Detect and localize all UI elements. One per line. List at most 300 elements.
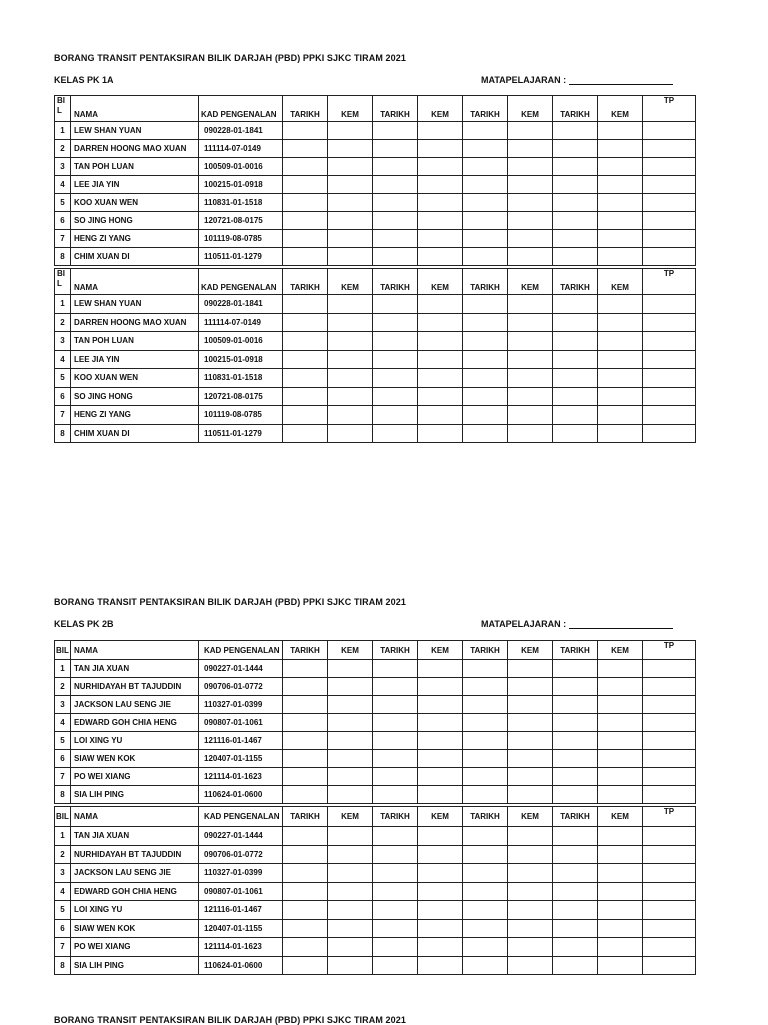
tarikh-cell[interactable] — [283, 732, 328, 750]
tarikh-cell[interactable] — [373, 696, 418, 714]
kem-cell[interactable] — [418, 864, 463, 883]
kem-cell[interactable] — [508, 696, 553, 714]
tp-cell[interactable] — [643, 956, 696, 975]
tarikh-cell[interactable] — [553, 919, 598, 938]
kem-cell[interactable] — [598, 176, 643, 194]
kem-cell[interactable] — [508, 750, 553, 768]
tarikh-cell[interactable] — [463, 230, 508, 248]
kem-cell[interactable] — [508, 660, 553, 678]
kem-cell[interactable] — [598, 369, 643, 388]
kem-cell[interactable] — [418, 714, 463, 732]
tarikh-cell[interactable] — [553, 864, 598, 883]
kem-cell[interactable] — [328, 176, 373, 194]
kem-cell[interactable] — [508, 956, 553, 975]
kem-cell[interactable] — [328, 295, 373, 314]
tarikh-cell[interactable] — [463, 956, 508, 975]
tarikh-cell[interactable] — [553, 901, 598, 920]
kem-cell[interactable] — [328, 882, 373, 901]
kem-cell[interactable] — [598, 332, 643, 351]
tarikh-cell[interactable] — [463, 158, 508, 176]
kem-cell[interactable] — [508, 768, 553, 786]
kem-cell[interactable] — [598, 424, 643, 443]
tarikh-cell[interactable] — [373, 387, 418, 406]
kem-cell[interactable] — [508, 350, 553, 369]
kem-cell[interactable] — [328, 938, 373, 957]
kem-cell[interactable] — [598, 696, 643, 714]
tarikh-cell[interactable] — [553, 678, 598, 696]
kem-cell[interactable] — [598, 248, 643, 266]
tp-cell[interactable] — [643, 919, 696, 938]
kem-cell[interactable] — [598, 864, 643, 883]
kem-cell[interactable] — [508, 938, 553, 957]
tarikh-cell[interactable] — [283, 901, 328, 920]
tp-cell[interactable] — [643, 194, 696, 212]
kem-cell[interactable] — [418, 295, 463, 314]
tarikh-cell[interactable] — [553, 660, 598, 678]
tarikh-cell[interactable] — [553, 387, 598, 406]
kem-cell[interactable] — [508, 158, 553, 176]
tarikh-cell[interactable] — [463, 295, 508, 314]
kem-cell[interactable] — [328, 158, 373, 176]
tarikh-cell[interactable] — [463, 786, 508, 804]
kem-cell[interactable] — [508, 827, 553, 846]
tarikh-cell[interactable] — [553, 845, 598, 864]
tarikh-cell[interactable] — [373, 732, 418, 750]
kem-cell[interactable] — [418, 140, 463, 158]
tarikh-cell[interactable] — [373, 845, 418, 864]
tarikh-cell[interactable] — [463, 845, 508, 864]
tarikh-cell[interactable] — [283, 882, 328, 901]
tp-cell[interactable] — [643, 750, 696, 768]
tp-cell[interactable] — [643, 387, 696, 406]
kem-cell[interactable] — [508, 864, 553, 883]
kem-cell[interactable] — [598, 230, 643, 248]
tarikh-cell[interactable] — [373, 140, 418, 158]
kem-cell[interactable] — [328, 248, 373, 266]
tarikh-cell[interactable] — [373, 882, 418, 901]
tarikh-cell[interactable] — [283, 714, 328, 732]
tarikh-cell[interactable] — [553, 732, 598, 750]
tp-cell[interactable] — [643, 901, 696, 920]
tarikh-cell[interactable] — [463, 732, 508, 750]
tarikh-cell[interactable] — [373, 919, 418, 938]
tp-cell[interactable] — [643, 369, 696, 388]
kem-cell[interactable] — [508, 901, 553, 920]
tp-cell[interactable] — [643, 350, 696, 369]
tp-cell[interactable] — [643, 176, 696, 194]
tarikh-cell[interactable] — [553, 350, 598, 369]
tarikh-cell[interactable] — [283, 827, 328, 846]
kem-cell[interactable] — [598, 194, 643, 212]
kem-cell[interactable] — [328, 194, 373, 212]
tarikh-cell[interactable] — [553, 313, 598, 332]
tp-cell[interactable] — [643, 732, 696, 750]
tarikh-cell[interactable] — [553, 938, 598, 957]
tp-cell[interactable] — [643, 696, 696, 714]
kem-cell[interactable] — [508, 387, 553, 406]
kem-cell[interactable] — [598, 845, 643, 864]
kem-cell[interactable] — [328, 864, 373, 883]
kem-cell[interactable] — [598, 732, 643, 750]
tarikh-cell[interactable] — [373, 176, 418, 194]
tarikh-cell[interactable] — [553, 827, 598, 846]
tarikh-cell[interactable] — [463, 714, 508, 732]
kem-cell[interactable] — [328, 786, 373, 804]
tarikh-cell[interactable] — [373, 194, 418, 212]
kem-cell[interactable] — [418, 732, 463, 750]
kem-cell[interactable] — [598, 768, 643, 786]
tarikh-cell[interactable] — [463, 212, 508, 230]
tarikh-cell[interactable] — [553, 714, 598, 732]
tp-cell[interactable] — [643, 786, 696, 804]
kem-cell[interactable] — [328, 845, 373, 864]
kem-cell[interactable] — [328, 956, 373, 975]
kem-cell[interactable] — [418, 387, 463, 406]
kem-cell[interactable] — [598, 882, 643, 901]
kem-cell[interactable] — [418, 956, 463, 975]
tarikh-cell[interactable] — [463, 424, 508, 443]
tarikh-cell[interactable] — [373, 122, 418, 140]
kem-cell[interactable] — [418, 230, 463, 248]
student-ic-number: 121116-01-1467 — [199, 901, 283, 920]
kem-cell[interactable] — [328, 313, 373, 332]
kem-cell[interactable] — [328, 678, 373, 696]
kem-cell[interactable] — [508, 194, 553, 212]
kem-cell[interactable] — [328, 387, 373, 406]
assessment-table — [54, 95, 696, 266]
tarikh-cell[interactable] — [283, 194, 328, 212]
kem-cell[interactable] — [328, 732, 373, 750]
kem-cell[interactable] — [508, 313, 553, 332]
kem-cell[interactable] — [328, 714, 373, 732]
tarikh-cell[interactable] — [463, 140, 508, 158]
tarikh-cell[interactable] — [463, 313, 508, 332]
kem-cell[interactable] — [418, 845, 463, 864]
tarikh-cell[interactable] — [283, 212, 328, 230]
kem-cell[interactable] — [598, 140, 643, 158]
tp-cell[interactable] — [643, 714, 696, 732]
tarikh-cell[interactable] — [463, 248, 508, 266]
kem-cell[interactable] — [508, 678, 553, 696]
tarikh-cell[interactable] — [463, 660, 508, 678]
tarikh-cell[interactable] — [283, 696, 328, 714]
tarikh-cell[interactable] — [283, 938, 328, 957]
tp-cell[interactable] — [643, 295, 696, 314]
kem-cell[interactable] — [418, 194, 463, 212]
tp-cell[interactable] — [643, 845, 696, 864]
tarikh-cell[interactable] — [553, 369, 598, 388]
tarikh-cell[interactable] — [553, 786, 598, 804]
tarikh-cell[interactable] — [283, 350, 328, 369]
tarikh-cell[interactable] — [373, 295, 418, 314]
kem-cell[interactable] — [328, 750, 373, 768]
kem-cell[interactable] — [598, 295, 643, 314]
kem-cell[interactable] — [508, 424, 553, 443]
kem-cell[interactable] — [328, 660, 373, 678]
tarikh-cell[interactable] — [373, 768, 418, 786]
tarikh-cell[interactable] — [283, 919, 328, 938]
kem-cell[interactable] — [508, 176, 553, 194]
tp-cell[interactable] — [643, 332, 696, 351]
tp-cell[interactable] — [643, 406, 696, 425]
kem-cell[interactable] — [418, 350, 463, 369]
kem-cell[interactable] — [418, 750, 463, 768]
kem-cell[interactable] — [418, 424, 463, 443]
tarikh-cell[interactable] — [553, 230, 598, 248]
kem-cell[interactable] — [598, 750, 643, 768]
tarikh-cell[interactable] — [283, 369, 328, 388]
tarikh-cell[interactable] — [373, 901, 418, 920]
tarikh-cell[interactable] — [553, 194, 598, 212]
tp-cell[interactable] — [643, 122, 696, 140]
tarikh-cell[interactable] — [373, 714, 418, 732]
tp-cell[interactable] — [643, 660, 696, 678]
tp-cell[interactable] — [643, 140, 696, 158]
row-number: 3 — [55, 158, 71, 176]
tarikh-cell[interactable] — [373, 956, 418, 975]
kem-cell[interactable] — [598, 919, 643, 938]
tarikh-cell[interactable] — [373, 369, 418, 388]
kem-cell[interactable] — [598, 406, 643, 425]
kem-cell[interactable] — [508, 786, 553, 804]
tarikh-cell[interactable] — [283, 140, 328, 158]
tarikh-cell[interactable] — [283, 176, 328, 194]
tarikh-cell[interactable] — [553, 248, 598, 266]
tarikh-cell[interactable] — [463, 406, 508, 425]
kem-cell[interactable] — [508, 732, 553, 750]
kem-cell[interactable] — [508, 212, 553, 230]
tarikh-cell[interactable] — [283, 750, 328, 768]
subject-field[interactable] — [481, 619, 673, 629]
tarikh-cell[interactable] — [553, 696, 598, 714]
kem-cell[interactable] — [598, 212, 643, 230]
tarikh-cell[interactable] — [463, 332, 508, 351]
tarikh-cell[interactable] — [553, 424, 598, 443]
tp-cell[interactable] — [643, 768, 696, 786]
tarikh-cell[interactable] — [283, 956, 328, 975]
kem-cell[interactable] — [418, 313, 463, 332]
tarikh-cell[interactable] — [463, 882, 508, 901]
tp-cell[interactable] — [643, 938, 696, 957]
tarikh-cell[interactable] — [553, 768, 598, 786]
kem-cell[interactable] — [508, 882, 553, 901]
tarikh-cell[interactable] — [373, 158, 418, 176]
kem-cell[interactable] — [418, 660, 463, 678]
tarikh-cell[interactable] — [283, 122, 328, 140]
kem-cell[interactable] — [598, 660, 643, 678]
tp-cell[interactable] — [643, 827, 696, 846]
tp-cell[interactable] — [643, 230, 696, 248]
kem-cell[interactable] — [418, 901, 463, 920]
tarikh-cell[interactable] — [463, 864, 508, 883]
tarikh-cell[interactable] — [373, 332, 418, 351]
tarikh-cell[interactable] — [283, 295, 328, 314]
tp-cell[interactable] — [643, 248, 696, 266]
tarikh-cell[interactable] — [283, 230, 328, 248]
kem-cell[interactable] — [418, 212, 463, 230]
tp-cell[interactable] — [643, 424, 696, 443]
tarikh-cell[interactable] — [283, 387, 328, 406]
tarikh-cell[interactable] — [553, 122, 598, 140]
kem-cell[interactable] — [508, 406, 553, 425]
kem-cell[interactable] — [418, 768, 463, 786]
kem-cell[interactable] — [328, 369, 373, 388]
kem-cell[interactable] — [598, 956, 643, 975]
kem-cell[interactable] — [418, 332, 463, 351]
tarikh-cell[interactable] — [283, 768, 328, 786]
tarikh-cell[interactable] — [283, 406, 328, 425]
kem-cell[interactable] — [328, 406, 373, 425]
kem-cell[interactable] — [508, 295, 553, 314]
tarikh-cell[interactable] — [373, 230, 418, 248]
student-ic-number: 090706-01-0772 — [199, 845, 283, 864]
tarikh-cell[interactable] — [283, 845, 328, 864]
tarikh-cell[interactable] — [373, 750, 418, 768]
tarikh-cell[interactable] — [463, 938, 508, 957]
tarikh-cell[interactable] — [553, 158, 598, 176]
tarikh-cell[interactable] — [283, 864, 328, 883]
kem-cell[interactable] — [598, 678, 643, 696]
tarikh-cell[interactable] — [463, 350, 508, 369]
tarikh-cell[interactable] — [373, 938, 418, 957]
kem-cell[interactable] — [418, 176, 463, 194]
kem-cell[interactable] — [328, 696, 373, 714]
tarikh-cell[interactable] — [283, 248, 328, 266]
tarikh-cell[interactable] — [463, 696, 508, 714]
kem-cell[interactable] — [418, 827, 463, 846]
kem-cell[interactable] — [598, 313, 643, 332]
student-name: LEE JIA YIN — [71, 176, 199, 194]
row-number: 5 — [55, 901, 71, 920]
tp-cell[interactable] — [643, 882, 696, 901]
tarikh-cell[interactable] — [463, 919, 508, 938]
kem-cell[interactable] — [328, 230, 373, 248]
tarikh-cell[interactable] — [553, 882, 598, 901]
tarikh-cell[interactable] — [553, 956, 598, 975]
kem-cell[interactable] — [418, 938, 463, 957]
tarikh-cell[interactable] — [373, 212, 418, 230]
tarikh-cell[interactable] — [463, 678, 508, 696]
kem-cell[interactable] — [508, 369, 553, 388]
kem-cell[interactable] — [508, 122, 553, 140]
kem-cell[interactable] — [508, 230, 553, 248]
tp-cell[interactable] — [643, 313, 696, 332]
tarikh-cell[interactable] — [373, 827, 418, 846]
tarikh-cell[interactable] — [373, 313, 418, 332]
tp-cell[interactable] — [643, 678, 696, 696]
tarikh-cell[interactable] — [373, 406, 418, 425]
kem-cell[interactable] — [418, 406, 463, 425]
kem-cell[interactable] — [328, 140, 373, 158]
kem-cell[interactable] — [418, 786, 463, 804]
kem-cell[interactable] — [598, 901, 643, 920]
kem-cell[interactable] — [418, 919, 463, 938]
tarikh-cell[interactable] — [463, 369, 508, 388]
kem-cell[interactable] — [328, 212, 373, 230]
kem-cell[interactable] — [328, 919, 373, 938]
tarikh-cell[interactable] — [553, 750, 598, 768]
kem-cell[interactable] — [418, 882, 463, 901]
kem-cell[interactable] — [598, 827, 643, 846]
kem-cell[interactable] — [328, 122, 373, 140]
tarikh-cell[interactable] — [373, 350, 418, 369]
kem-cell[interactable] — [508, 714, 553, 732]
tarikh-cell[interactable] — [463, 387, 508, 406]
kem-cell[interactable] — [418, 369, 463, 388]
kem-cell[interactable] — [418, 678, 463, 696]
kem-cell[interactable] — [328, 350, 373, 369]
kem-cell[interactable] — [508, 845, 553, 864]
kem-cell[interactable] — [418, 158, 463, 176]
tarikh-cell[interactable] — [283, 332, 328, 351]
tarikh-cell[interactable] — [463, 122, 508, 140]
tarikh-cell[interactable] — [373, 248, 418, 266]
kem-cell[interactable] — [328, 901, 373, 920]
kem-cell[interactable] — [508, 248, 553, 266]
table-row — [55, 295, 696, 314]
tarikh-cell[interactable] — [373, 786, 418, 804]
tp-cell[interactable] — [643, 864, 696, 883]
kem-cell[interactable] — [328, 827, 373, 846]
kem-cell[interactable] — [328, 768, 373, 786]
kem-cell[interactable] — [598, 714, 643, 732]
kem-cell[interactable] — [328, 332, 373, 351]
kem-cell[interactable] — [328, 424, 373, 443]
kem-cell[interactable] — [598, 387, 643, 406]
kem-cell[interactable] — [598, 786, 643, 804]
tarikh-cell[interactable] — [463, 827, 508, 846]
tarikh-cell[interactable] — [463, 750, 508, 768]
tarikh-cell[interactable] — [553, 176, 598, 194]
tarikh-cell[interactable] — [553, 406, 598, 425]
tp-cell[interactable] — [643, 212, 696, 230]
kem-cell[interactable] — [418, 248, 463, 266]
tarikh-cell[interactable] — [283, 424, 328, 443]
kem-cell[interactable] — [598, 158, 643, 176]
tp-cell[interactable] — [643, 158, 696, 176]
tarikh-cell[interactable] — [373, 678, 418, 696]
subject-blank-line[interactable] — [569, 75, 673, 85]
tarikh-cell[interactable] — [463, 194, 508, 212]
tarikh-cell[interactable] — [373, 424, 418, 443]
tarikh-cell[interactable] — [553, 212, 598, 230]
tarikh-cell[interactable] — [283, 313, 328, 332]
kem-cell[interactable] — [508, 332, 553, 351]
kem-cell[interactable] — [418, 122, 463, 140]
tarikh-cell[interactable] — [553, 295, 598, 314]
tarikh-cell[interactable] — [373, 660, 418, 678]
student-ic-number: 121114-01-1623 — [199, 938, 283, 957]
kem-cell[interactable] — [598, 350, 643, 369]
subject-blank-line[interactable] — [569, 619, 673, 629]
tarikh-cell[interactable] — [283, 786, 328, 804]
kem-cell[interactable] — [598, 122, 643, 140]
kem-cell[interactable] — [508, 919, 553, 938]
kem-cell[interactable] — [508, 140, 553, 158]
kem-cell[interactable] — [418, 696, 463, 714]
tarikh-cell[interactable] — [283, 678, 328, 696]
subject-field[interactable] — [481, 75, 673, 85]
kem-cell[interactable] — [598, 938, 643, 957]
tarikh-cell[interactable] — [373, 864, 418, 883]
tarikh-cell[interactable] — [463, 901, 508, 920]
tarikh-cell[interactable] — [553, 140, 598, 158]
tarikh-cell[interactable] — [283, 158, 328, 176]
tarikh-cell[interactable] — [553, 332, 598, 351]
tarikh-cell[interactable] — [283, 660, 328, 678]
tarikh-cell[interactable] — [463, 176, 508, 194]
tarikh-cell[interactable] — [463, 768, 508, 786]
